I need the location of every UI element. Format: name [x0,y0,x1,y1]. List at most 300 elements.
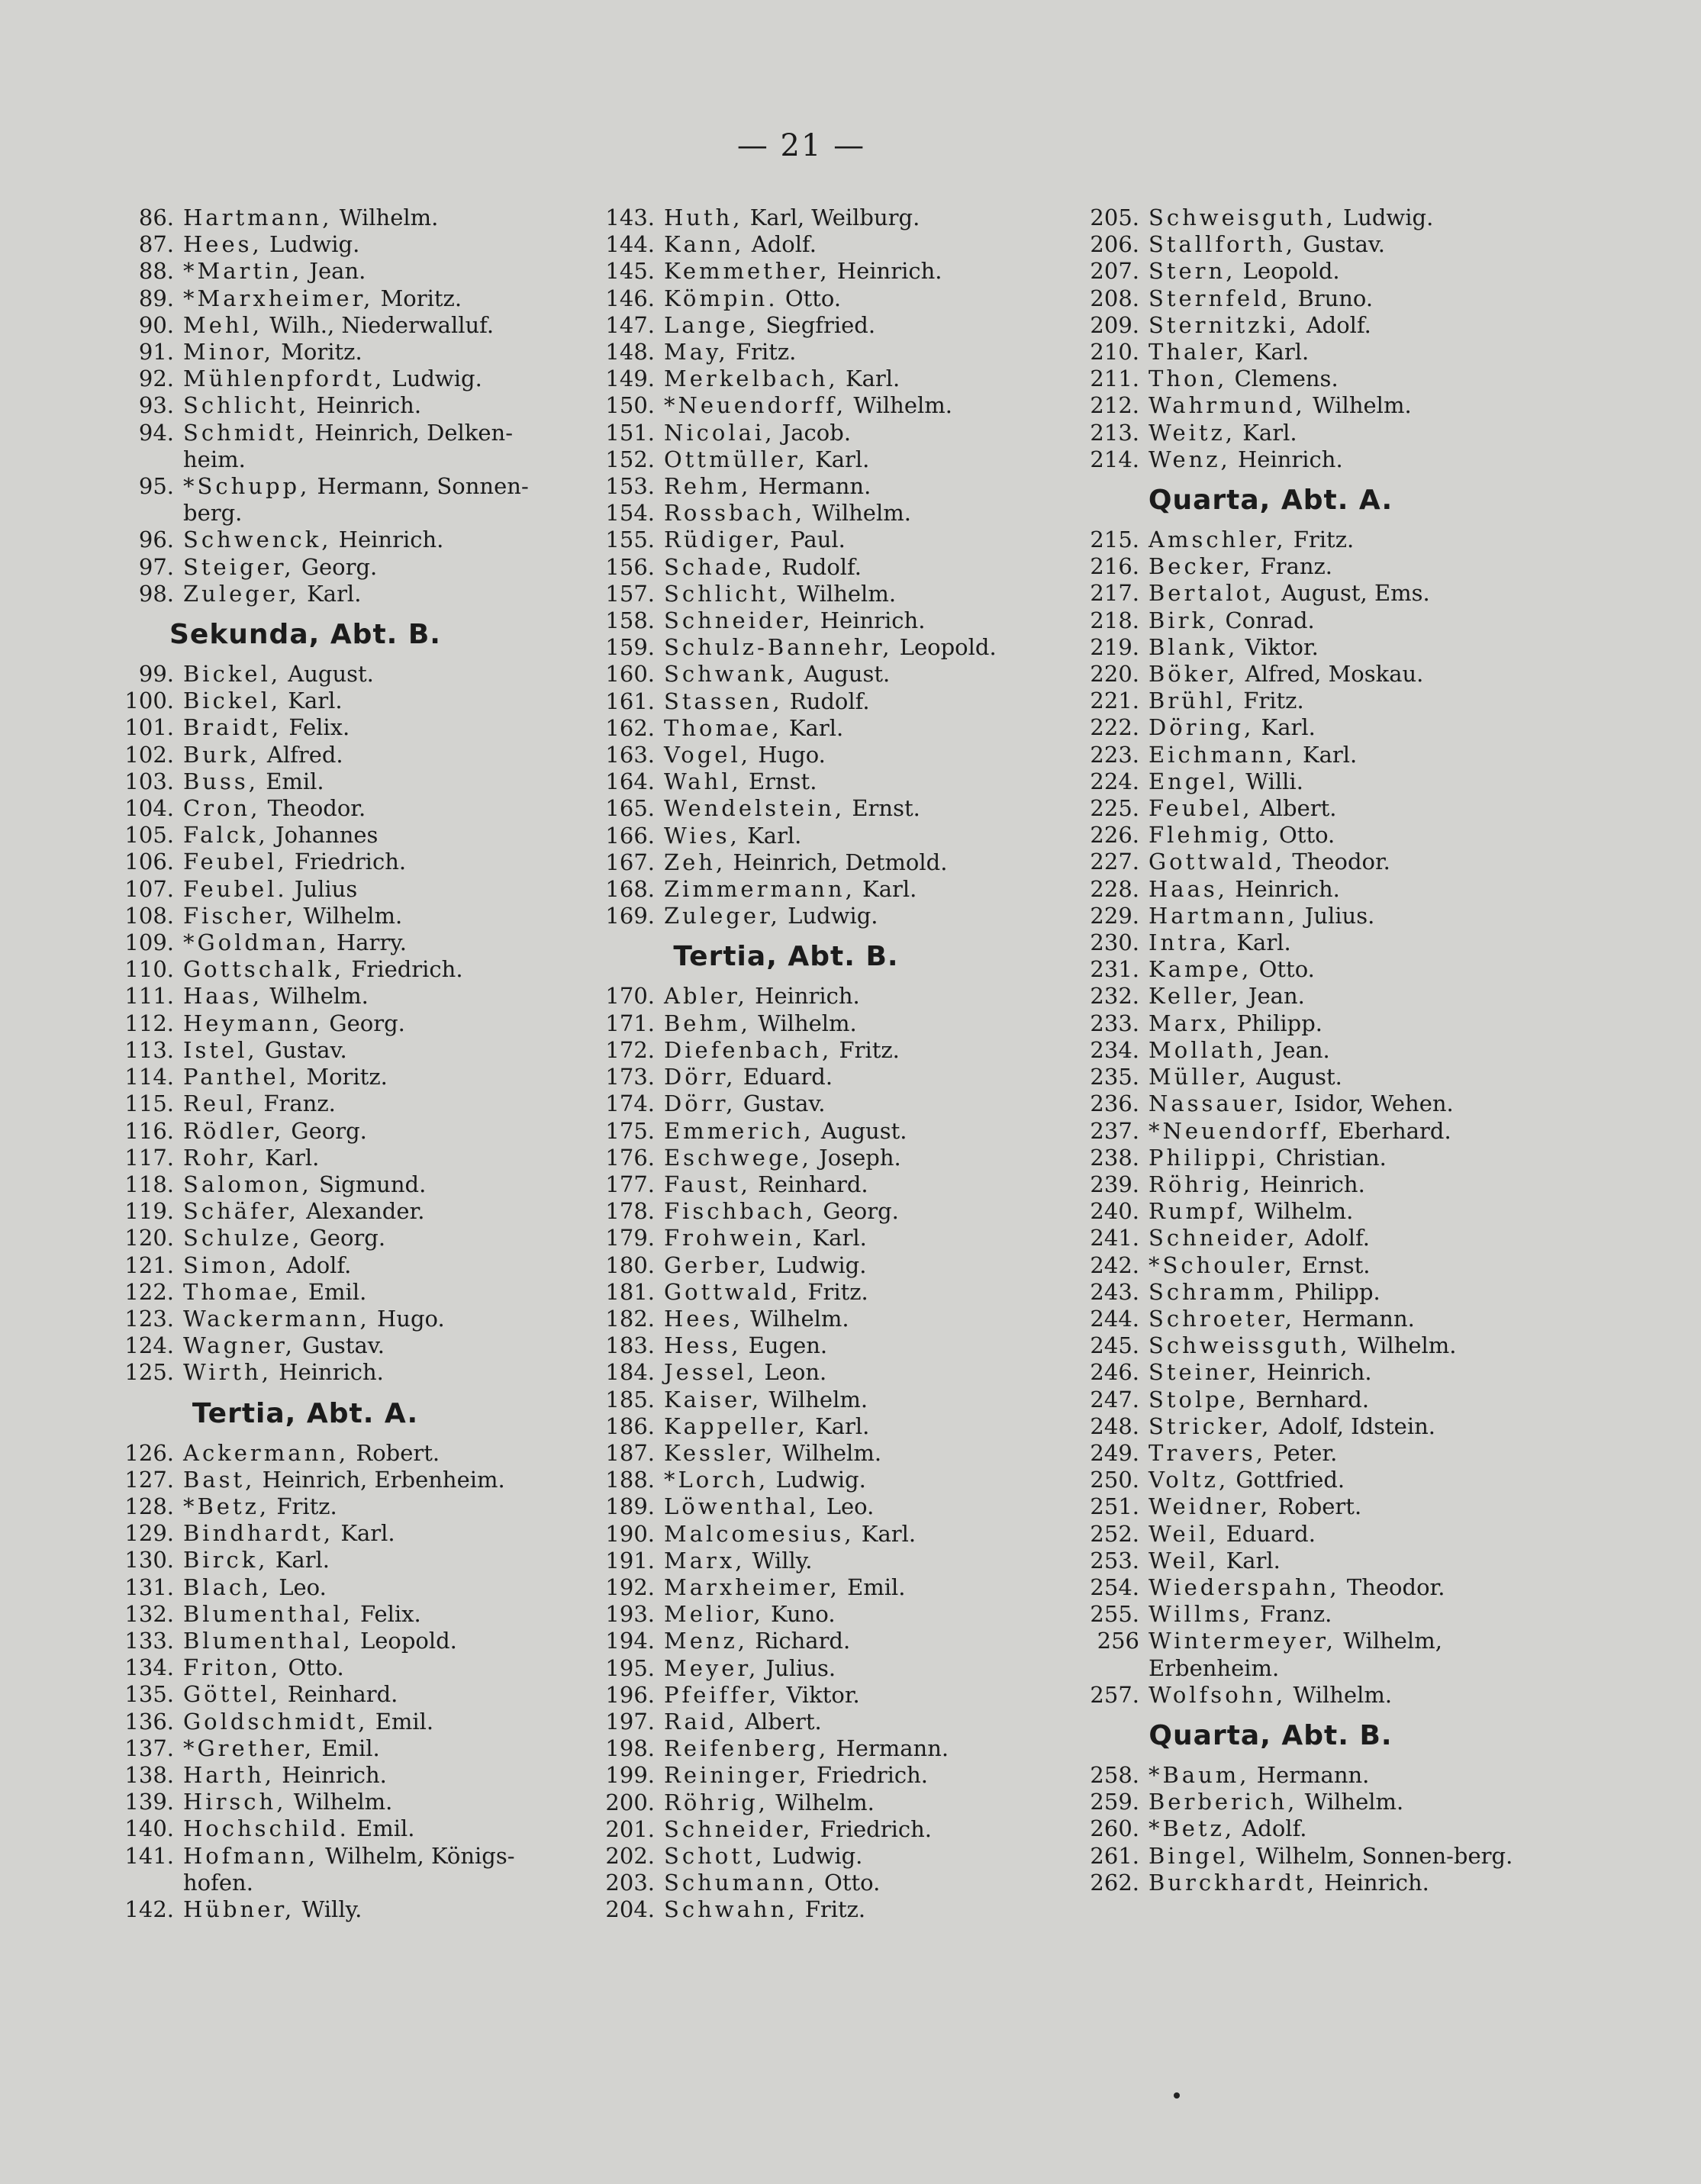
list-item [1072,903,1530,929]
surname: May, [664,339,729,366]
entry-text [1148,1037,1330,1064]
column-3 [1072,205,1530,1896]
entry-text [1148,1870,1429,1896]
surname: *Lorch, [664,1467,769,1493]
surname: Berberich, [1148,1789,1298,1815]
entry-number: 108. [124,902,174,929]
given-name: Friedrich. [820,1815,933,1842]
given-name: Paul. [790,527,846,553]
list-item [1072,205,1530,231]
list-item [588,1601,1030,1628]
entry-text [664,1843,862,1870]
list-item [107,392,549,419]
entry-number: 203. [605,1870,655,1896]
list-item [107,1601,549,1628]
list-item [107,1520,549,1547]
entry-text [183,285,462,312]
surname: Vogel, [664,742,751,768]
list-item [1072,1413,1530,1440]
entry-number: 86. [138,205,174,230]
given-name: Otto. [1279,822,1335,849]
list-item [588,285,1030,312]
entry-text [1148,446,1343,473]
given-name: Reinhard. [758,1171,868,1197]
entry-text [664,1789,875,1816]
list-item [1072,1306,1530,1332]
list-item [107,1010,549,1037]
entry-number: 244. [1090,1305,1139,1332]
entry-text [1148,1198,1353,1225]
list-item [1072,553,1530,580]
list-item [107,956,549,983]
surname: Sternfeld, [1148,285,1291,311]
surname: Engel, [1148,768,1239,794]
list-item [588,1682,1030,1709]
entry-number: 124. [124,1332,174,1359]
surname: Thon, [1148,366,1228,392]
list-item [1072,1279,1530,1306]
given-name: Karl. [788,714,844,741]
given-name: Franz. [263,1090,336,1117]
given-name: Robert. [1277,1493,1362,1520]
surname: Philippi, [1148,1144,1269,1171]
list-item [107,1306,549,1332]
given-name: Moritz. [306,1064,388,1090]
list-item [107,1709,549,1735]
given-name: Wilhelm. [269,983,369,1010]
given-name: Karl. [861,1520,917,1547]
list-item [107,1359,549,1386]
entry-number: 94. [138,419,174,446]
list-item [107,205,549,231]
surname: Wies, [664,822,740,849]
surname: Nicolai, [664,419,775,446]
list-item [107,876,549,903]
entry-number: 120. [124,1225,174,1251]
given-name: Eduard. [743,1064,833,1090]
surname: Zimmermann, [664,876,855,903]
surname: Schäfer, [183,1198,299,1225]
list-item [107,1493,549,1520]
given-name: Otto. [288,1654,344,1681]
surname: Falck, [183,822,269,849]
entry-number: 261. [1090,1842,1139,1869]
surname: Hübner, [183,1896,295,1922]
given-name: Wilh., Niederwalluf. [269,311,495,338]
section-heading: Tertia, Abt. A. [192,1397,419,1429]
given-name: Adolf. [1242,1815,1307,1842]
entry-number: 126. [124,1439,174,1466]
entry-number: 129. [124,1520,174,1547]
entry-text [664,903,878,929]
entry-text [1148,1225,1370,1251]
entry-text [1148,205,1433,231]
list-item [1072,527,1530,553]
entry-text [183,1171,426,1198]
list-item [588,1735,1030,1762]
entry-text [183,1654,344,1681]
given-name: Peter. [1273,1439,1338,1466]
given-name: Karl, Weilburg. [749,205,920,230]
surname: Schlicht, [183,392,310,419]
entry-number: 100. [124,688,174,714]
list-item [588,688,1030,715]
list-item [1072,876,1530,903]
list-item [107,1037,549,1064]
entry-number: 164. [605,768,655,795]
given-name: Jean. [1248,983,1305,1010]
list-item [1072,1010,1530,1037]
surname: Kampe, [1148,956,1252,983]
surname: Emmerich, [664,1117,814,1144]
given-name: Karl. [340,1520,395,1547]
given-name: Ludwig. [772,1842,863,1869]
given-name: Wilhelm. [812,500,911,527]
surname: Thaler, [1148,339,1248,366]
list-item [107,581,549,607]
given-name: Karl. [862,876,917,903]
entry-number: 189. [605,1493,655,1520]
entry-text [664,1010,857,1037]
entry-text [183,661,374,688]
entry-text [664,1548,813,1574]
given-name: Ludwig. [269,231,360,258]
given-name: Christian. [1275,1144,1387,1171]
list-item [1072,661,1530,688]
given-name: Emil. [375,1708,434,1735]
entry-text [664,849,947,876]
entry-number: 162. [605,714,655,741]
given-name: Ludwig. [775,1467,866,1493]
entry-number: 193. [605,1601,655,1628]
entry-number: 235. [1090,1064,1139,1090]
given-name: Heinrich. [1324,1869,1429,1896]
surname: Schulz-Bannehr, [664,634,893,661]
list-item [588,1090,1030,1117]
surname: Wendelstein, [664,795,846,822]
given-name: August. [804,661,891,688]
entry-number: 157. [605,580,655,607]
entry-number: 105. [124,822,174,849]
list-item [588,823,1030,849]
list-item [107,1145,549,1171]
entry-text [664,1387,868,1413]
entry-text [664,1628,850,1654]
list-item [107,1440,549,1467]
entry-number: 137. [124,1735,174,1761]
entry-text [183,1628,457,1654]
entry-text [183,822,378,849]
given-name: Adolf. [1306,311,1371,338]
entry-text [664,607,925,634]
entry-text [183,366,482,392]
entry-number: 165. [605,795,655,822]
list-item [588,366,1030,392]
list-item [588,1440,1030,1467]
given-name: Hermann, Sonnen-berg. [183,473,529,527]
given-name: Alfred, Moskau. [1245,661,1424,688]
list-item [1072,285,1530,312]
list-item [107,231,549,258]
given-name: Gustav. [743,1090,826,1117]
surname: Pfeiffer, [664,1681,780,1708]
surname: Zuleger, [183,580,300,607]
entry-number: 254. [1090,1574,1139,1600]
entry-number: 176. [605,1144,655,1171]
entry-number: 201. [605,1815,655,1842]
entry-number: 180. [605,1251,655,1278]
surname: Schwahn, [664,1896,798,1923]
entry-text [183,1145,319,1171]
entry-number: 226. [1090,822,1139,849]
entry-text [1148,1789,1403,1815]
list-item [107,1574,549,1601]
entry-text [664,1252,866,1279]
list-item [588,1548,1030,1574]
given-name: Fritz. [839,1036,900,1063]
entry-number: 117. [124,1144,174,1171]
surname: Böker, [1148,661,1239,688]
surname: Nassauer, [1148,1090,1287,1117]
surname: Feubel. [183,875,288,902]
given-name: Heinrich. [820,607,926,634]
entry-text [183,1815,414,1842]
entry-number: 224. [1090,768,1139,794]
given-name: Karl. [747,822,802,849]
surname: Wackermann, [183,1305,370,1332]
list-item [588,554,1030,581]
entry-number: 98. [138,580,174,607]
list-item [588,231,1030,258]
given-name: Emil. [847,1574,906,1600]
entry-number: 89. [138,285,174,311]
given-name: Willy. [752,1547,813,1574]
entry-number: 141. [124,1842,174,1869]
surname: Rossbach, [664,500,806,527]
entry-number: 171. [605,1010,655,1036]
given-name: Leon. [764,1359,827,1386]
entry-text [664,1655,836,1682]
entry-number: 173. [605,1064,655,1090]
surname: Birck, [183,1547,269,1574]
surname: Feubel, [183,849,288,875]
entry-text [183,1493,337,1520]
entry-text [183,1789,392,1815]
surname: Ottmüller, [664,446,808,472]
surname: Wiederspahn, [1148,1574,1340,1600]
entry-number: 140. [124,1815,174,1842]
surname: Stolpe, [1148,1386,1249,1413]
list-item [1072,1118,1530,1145]
surname: Intra, [1148,929,1230,956]
surname: Kann, [664,231,745,258]
entry-text [664,1682,860,1709]
given-name: Karl. [1236,929,1291,956]
list-item [588,1010,1030,1037]
given-name: August. [1256,1064,1342,1090]
entry-text [183,1601,421,1628]
given-name: Ludwig. [1342,205,1434,230]
list-item [588,312,1030,339]
list-item [107,1467,549,1493]
surname: Kömpin. [664,285,778,311]
list-item [107,1789,549,1815]
entry-number: 153. [605,473,655,500]
entry-number: 179. [605,1225,655,1251]
list-item [1072,742,1530,768]
entry-text [183,688,343,714]
list-item [1072,822,1530,849]
given-name: Karl. [1242,419,1297,446]
entry-text [664,1467,866,1493]
given-name: Fritz. [276,1493,337,1519]
entry-text [183,1198,424,1225]
list-item [1072,607,1530,634]
given-name: Heinrich. [316,392,422,419]
given-name: Otto. [1258,956,1315,983]
entry-text [1148,1279,1380,1306]
surname: Rehm, [664,473,752,500]
entry-text [1148,956,1315,983]
surname: Schade, [664,553,775,580]
list-item [588,258,1030,285]
entry-number: 150. [605,392,655,419]
list-item [1072,339,1530,366]
entry-number: 96. [138,527,174,553]
given-name: Johannes [275,822,379,849]
list-item [1072,1628,1530,1681]
surname: Rödler, [183,1117,285,1144]
entry-number: 213. [1090,419,1139,446]
entry-number: 221. [1090,688,1139,714]
surname: Bertalot, [1148,580,1274,607]
list-item [588,1655,1030,1682]
entry-number: 245. [1090,1332,1139,1359]
given-name: Wilhelm. [775,1789,875,1815]
entry-text [1148,822,1335,849]
entry-number: 211. [1090,366,1139,392]
given-name: Julius. [765,1654,836,1681]
given-name: Wilhelm. [1254,1198,1354,1225]
list-item [588,607,1030,634]
list-item [1072,1332,1530,1359]
entry-text [1148,1467,1345,1493]
given-name: Karl. [275,1547,330,1574]
list-item [588,1870,1030,1896]
surname: Schneider, [664,607,813,634]
list-item [588,1789,1030,1816]
entry-text [664,1521,916,1548]
list-item [107,929,549,956]
entry-number: 118. [124,1171,174,1197]
list-item [588,339,1030,366]
entry-number: 168. [605,876,655,903]
entry-number: 112. [124,1010,174,1036]
entry-text [183,1064,388,1090]
list-item [107,1064,549,1090]
entry-text [1148,1359,1372,1386]
list-item [1072,768,1530,795]
entry-text [183,1359,384,1386]
given-name: Emil. [266,768,324,794]
list-item [1072,956,1530,983]
surname: Stassen, [664,688,783,714]
surname: Becker, [1148,553,1254,580]
given-name: Wilhelm. [853,392,952,419]
surname: Diefenbach, [664,1036,833,1063]
surname: Döring, [1148,714,1255,741]
entry-text [664,231,817,258]
section-heading: Quarta, Abt. A. [1148,485,1393,517]
surname: Weil, [1148,1520,1219,1547]
entry-text [1148,312,1371,339]
entry-number: 253. [1090,1547,1139,1574]
given-name: Hugo. [377,1305,445,1332]
surname: Hartmann, [183,205,333,230]
entry-number: 114. [124,1064,174,1090]
surname: Marx, [664,1547,746,1574]
given-name: Fritz. [735,339,797,366]
surname: *Schupp, [183,473,311,500]
list-item [107,1171,549,1198]
entry-number: 149. [605,366,655,392]
list-item [1072,1574,1530,1601]
entry-text [664,876,917,903]
entry-number: 220. [1090,661,1139,688]
given-name: Emil. [308,1278,367,1305]
surname: Hees, [664,1305,743,1332]
list-item [1072,1601,1530,1628]
entry-text [664,285,841,312]
given-name: Adolf, Idstein. [1278,1413,1436,1439]
list-item [1072,420,1530,446]
given-name: Reinhard. [287,1681,398,1708]
list-item [588,473,1030,500]
entry-text [183,527,443,553]
entry-number: 186. [605,1413,655,1439]
entry-number: 223. [1090,741,1139,768]
list-item [588,634,1030,661]
entry-text [1148,1521,1316,1548]
given-name: Georg. [309,1225,386,1251]
surname: Salomon, [183,1171,312,1197]
given-name: Friedrich. [294,849,407,875]
list-item [588,1521,1030,1548]
entry-text [1148,903,1374,929]
entry-text [1148,553,1332,580]
given-name: Georg. [301,553,378,580]
list-item [107,1628,549,1654]
entry-number: 199. [605,1762,655,1789]
surname: Huth, [664,205,743,230]
entry-number: 93. [138,392,174,419]
entry-text [664,1118,907,1145]
surname: Gottwald, [664,1278,801,1305]
entry-number: 159. [605,634,655,661]
entry-text [664,715,843,742]
entry-text [183,1681,398,1708]
entry-text [1148,1145,1387,1171]
entry-text [1148,634,1319,661]
surname: Thomae, [664,714,782,741]
given-name: Eduard. [1226,1520,1316,1547]
entry-text [664,1493,874,1520]
surname: *Schouler, [1148,1251,1295,1278]
list-item [107,1118,549,1145]
entry-number: 109. [124,929,174,956]
entry-number: 119. [124,1198,174,1225]
entry-number: 225. [1090,795,1139,822]
